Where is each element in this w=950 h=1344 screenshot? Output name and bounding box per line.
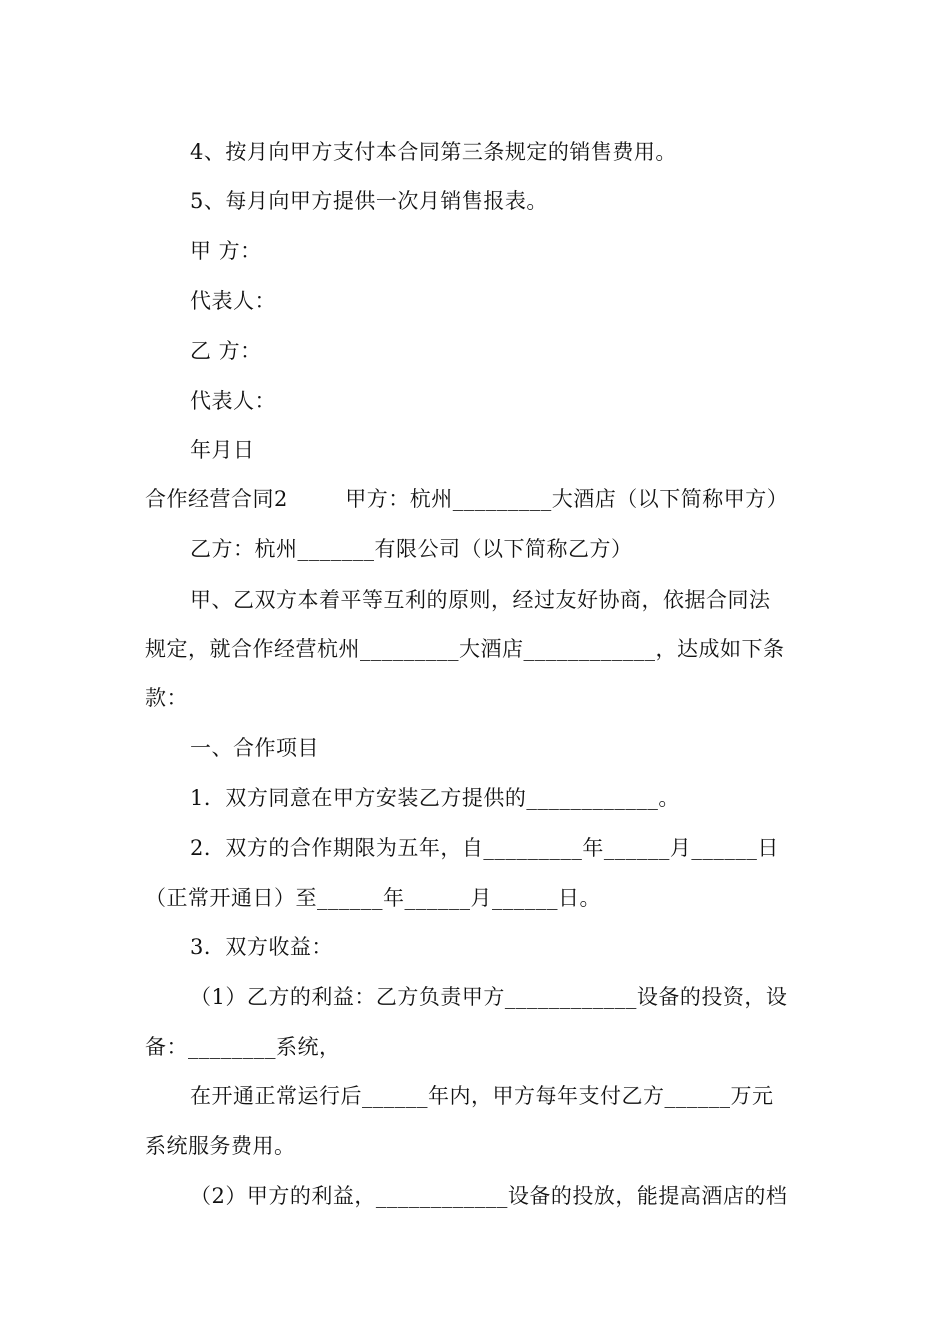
preamble-line-2: 规定，就合作经营杭州_________大酒店____________，达成如下条 (145, 637, 785, 661)
item-3: 3．双方收益： (190, 935, 333, 959)
party-a-representative: 代表人： (190, 289, 276, 313)
party-b-label: 乙 方： (190, 339, 262, 363)
item-3-1-line-2: 备：________系统， (145, 1035, 341, 1059)
preamble-line-1: 甲、乙双方本着平等互利的原则，经过友好协商，依据合同法 (190, 588, 771, 612)
clause-4: 4、按月向甲方支付本合同第三条规定的销售费用。 (190, 140, 677, 164)
item-2-line-2: （正常开通日）至______年______月______日。 (145, 886, 601, 910)
party-b-line: 乙方：杭州_______有限公司（以下简称乙方） (190, 537, 633, 561)
service-fee-line-2: 系统服务费用。 (145, 1134, 296, 1158)
clause-5: 5、每月向甲方提供一次月销售报表。 (190, 189, 548, 213)
item-2-line-1: 2．双方的合作期限为五年，自_________年______月______日 (190, 836, 779, 860)
party-b-representative: 代表人： (190, 389, 276, 413)
section-1-heading: 一、合作项目 (190, 736, 319, 760)
party-a-label: 甲 方： (190, 239, 262, 263)
item-3-1-line-1: （1）乙方的利益：乙方负责甲方____________设备的投资，设 (190, 985, 788, 1009)
contract-2-title-party-a: 合作经营合同2 甲方：杭州_________大酒店（以下简称甲方） (145, 487, 789, 511)
item-3-2-line-1: （2）甲方的利益，____________设备的投放，能提高酒店的档 (190, 1184, 788, 1208)
date-line: 年月日 (190, 438, 255, 462)
item-1: 1．双方同意在甲方安装乙方提供的____________。 (190, 786, 680, 810)
preamble-line-3: 款： (145, 686, 188, 710)
service-fee-line-1: 在开通正常运行后______年内，甲方每年支付乙方______万元 (190, 1084, 774, 1108)
